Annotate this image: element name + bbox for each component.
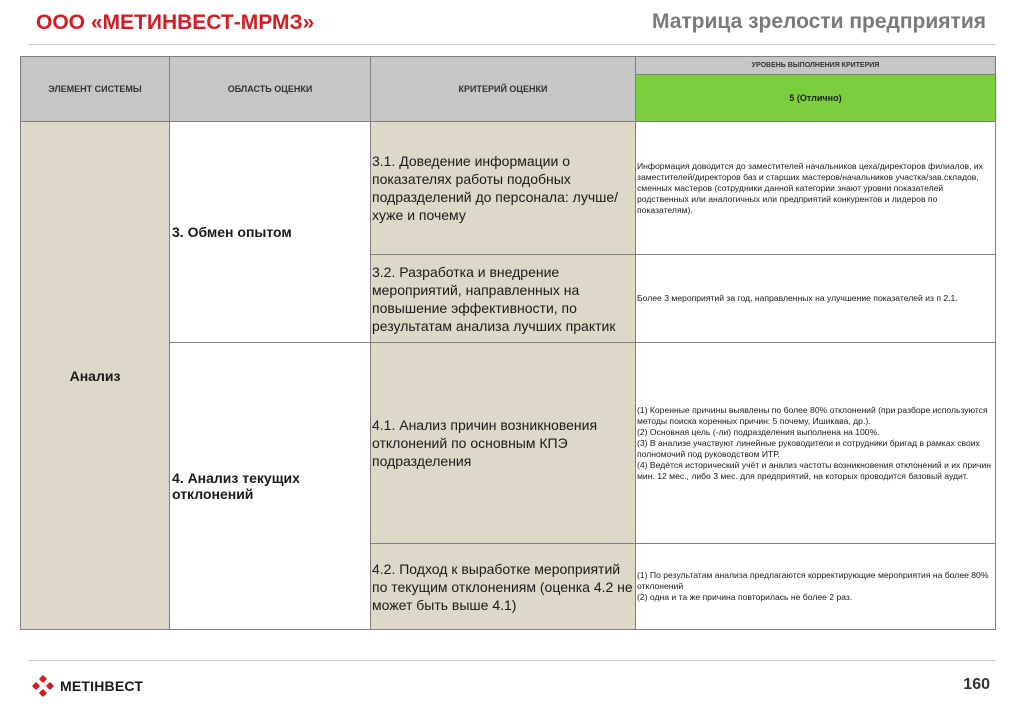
criterion-cell (370, 254, 636, 343)
company-name: ООО «МЕТИНВЕСТ-МРМЗ» (36, 11, 315, 34)
level-description-text: (1) Коренные причины выявлены по более 80% отклонений (при разборе используются методы поиска коренных причин: 5 почему, Ишикава, др.). (2) Основная цель (-ли) подразделения выполнена на 100%. (3) В анализе участвуют линейные руководители и сотрудники бригад в рамках своих полномочий под руководством ИТР. (4) Ведётся исторический учёт и анализ частоты возникновения отклонений и их причин мин. 12 мес., либо 3 мес. для предприятий, на которых проводится базовый аудит. (637, 404, 992, 481)
column-header-criterion: КРИТЕРИЙ ОЦЕНКИ (370, 56, 636, 122)
column-header-element: ЭЛЕМЕНТ СИСТЕМЫ (20, 56, 170, 122)
area-cell-experience-exchange: 3. Обмен опытом (169, 121, 371, 343)
level-description-cell (635, 254, 996, 343)
page-number: 160 (963, 676, 990, 693)
area-cell-deviation-analysis: 4. Анализ текущих отклонений (169, 342, 371, 630)
level-description-cell (635, 543, 996, 630)
slide-title: Матрица зрелости предприятия (651, 10, 986, 33)
metinvest-logo-icon (32, 675, 54, 697)
criterion-cell (370, 342, 636, 544)
criterion-cell (370, 543, 636, 630)
footer-divider (28, 660, 996, 661)
system-element-cell: Анализ (20, 121, 170, 630)
column-header-area: ОБЛАСТЬ ОЦЕНКИ (169, 56, 371, 122)
criterion-text: 4.1. Анализ причин возникновения отклонений по основным КПЭ подразделения (372, 417, 598, 469)
criterion-text: 4.2. Подход к выработке мероприятий по текущим отклонениям (оценка 4.2 не может быть выше 4.1) (372, 560, 633, 613)
criterion-cell (370, 121, 636, 255)
level-description-text: Информация доводится до заместителей начальников цеха/директоров филиалов, их заместителей/директоров баз и старших мастеров/начальников участка/зав.складов, сменных мастеров (сотрудники данной категории знают уровни показателей родственных или аналогичных или предприятий конкурентов и лидеров по показателям). (637, 160, 983, 215)
logo-text: МЕТІНВЕСТ (60, 678, 144, 694)
level-description-text: Более 3 мероприятий за год, направленных на улучшение показателей из п 2.1. (637, 293, 958, 303)
maturity-matrix-table (20, 56, 996, 630)
criterion-text: 3.1. Доведение информации о показателях работы подобных подразделений до персонала: лучше/хуже и почему (372, 153, 619, 223)
level-description-cell (635, 342, 996, 544)
metinvest-logo (32, 675, 143, 697)
header-divider (28, 44, 996, 45)
criterion-text: 3.2. Разработка и внедрение мероприятий, направленных на повышение эффективности, по результатам анализа лучших практик (372, 263, 616, 334)
level-description-cell (635, 121, 996, 255)
column-header-level-excellent: 5 (Отлично) (635, 74, 996, 122)
level-description-text: (1) По результатам анализа предлагаются корректирующие мероприятия на более 80% отклонений (2) одна и та же причина повторилась не более 2 раз. (637, 570, 989, 602)
column-header-level-group: УРОВЕНЬ ВЫПОЛНЕНИЯ КРИТЕРИЯ (635, 56, 996, 75)
